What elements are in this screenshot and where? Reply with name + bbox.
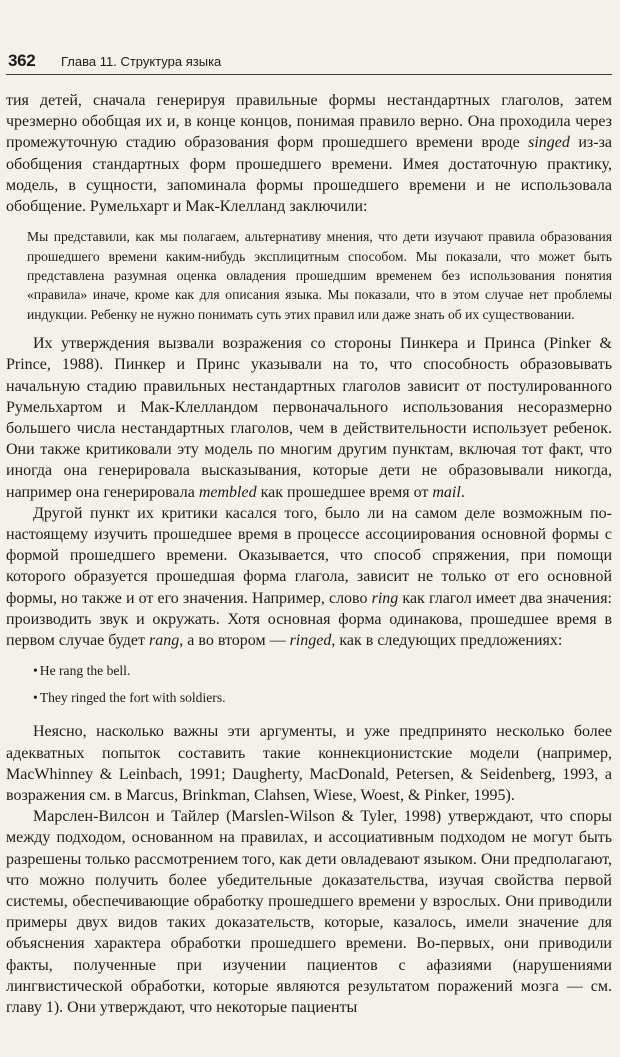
text-run: Их утверждения вызвали возражения со стороны Пинкера и Принса (Pinker & Prince, 1988). Пинкер и Принс указывали на то, что способность образовывать начальную стадию правильных нестандартных глаголов зависит от постулированного Румельхартом и Мак-Клелландом первоначального использования несоразмерно большего числа нестандартных глаголов, чем в действительности использует ребенок. Они также критиковали эту модель по многим другим пунктам, включая тот факт, что иногда она генерировала высказывания, которые дети не образовывали никогда, например она генерировала xyxy=(6,335,612,501)
italic-term: ringed xyxy=(289,632,332,650)
block-quote: Мы представили, как мы полагаем, альтернативу мнения, что дети изучают правила образования прошедшего времени каким-нибудь эксплицитным способом. Мы показали, что может быть представлена разумная оценка овладения прошедшим временем без использования понятия «правила» иначе, кроме как для описания языка. Мы показали, что в этом случае нет проблемы индукции. Ребенку не нужно понимать суть этих правил или даже знать об их существовании. xyxy=(27,229,612,322)
page-number: 362 xyxy=(8,51,36,70)
text-run: , как в следующих предложениях: xyxy=(331,632,563,650)
page-body xyxy=(6,90,612,1018)
text-run: Другой пункт их критики касался того, было ли на самом деле возможным по-настоящему изучить прошедшее время в процессе ассоциирования основной формы с формой прошедшего времени. Оказывается, что способ спряжения, при помощи которого образуется прошедшая форма глагола, зависит не только от его основной формы, но также и от его значения. Например, слово xyxy=(6,504,612,607)
paragraph xyxy=(6,333,612,503)
text-run: . xyxy=(460,483,465,501)
text-run: как прошедшее время от xyxy=(256,483,433,501)
text-run: тия детей, сначала генерируя правильные формы нестандартных глаголов, затем чрезмерно обобщая их и, в конце концов, понимая правило верно. Она проходила через промежуточную стадию образования форм прошедшего времени вроде xyxy=(6,92,612,152)
example-sentence: • They ringed the fort with soldiers. xyxy=(33,684,612,711)
paragraph xyxy=(6,721,612,806)
running-header xyxy=(6,50,612,75)
italic-term: membled xyxy=(198,483,257,501)
text-run: Неясно, насколько важны эти аргументы, и уже предпринято несколько более адекватных попыток составить такие коннекционистские модели (например, MacWhinney & Leinbach, 1991; Daugherty, MacDonald, Petersen, & Seidenberg, 1993, а возражения см. в Marcus, Brinkman, Clahsen, Wiese, Woest, & Pinker, 1995). xyxy=(6,723,612,804)
italic-term: rang xyxy=(149,632,180,650)
paragraph xyxy=(6,90,612,217)
text-run: как глагол имеет два значения: производить звук и окружать. Хотя основная форма одинакова, прошедшее время в первом случае будет xyxy=(6,589,612,650)
text-run: Марслен-Вилсон и Тайлер (Marslen-Wilson & Tyler, 1998) утверждают, что споры между подходом, основанном на правилах, и ассоциативным подходом не могут быть разрешены только рассмотрением того, как дети овладевают языком. Они предполагают, что можно получить более убедительные доказательства, изучая свойства первой системы, обеспечивающие обработку прошедшего времени у взрослых. Они приводили примеры двух видов таких доказательств, которые, казалось, имели значение для объяснения характера обработки прошедшего времени. Во-первых, они приводили факты, полученные при изучении пациентов с афазиями (нарушениями лингвистической обработки, которые являются результатом поражений мозга — см. главу 1). Они утверждают, что некоторые пациенты xyxy=(6,808,612,1016)
italic-term: mail xyxy=(432,483,461,501)
text-run: из-за обобщения стандартных форм прошедшего времени. Имея достаточную практику, модель, в сущности, запоминала формы прошедшего времени и не использовала обобщение. Румельхарт и Мак-Клелланд заключили: xyxy=(6,134,612,216)
paragraph xyxy=(6,503,612,651)
text-run: , а во втором — xyxy=(179,632,290,650)
paragraph xyxy=(6,806,612,1018)
italic-term: ring xyxy=(371,589,399,607)
example-sentence: • He rang the bell. xyxy=(33,657,612,684)
italic-term: singed xyxy=(528,134,570,152)
example-list xyxy=(33,657,612,711)
chapter-title: Глава 11. Структура языка xyxy=(61,54,222,69)
